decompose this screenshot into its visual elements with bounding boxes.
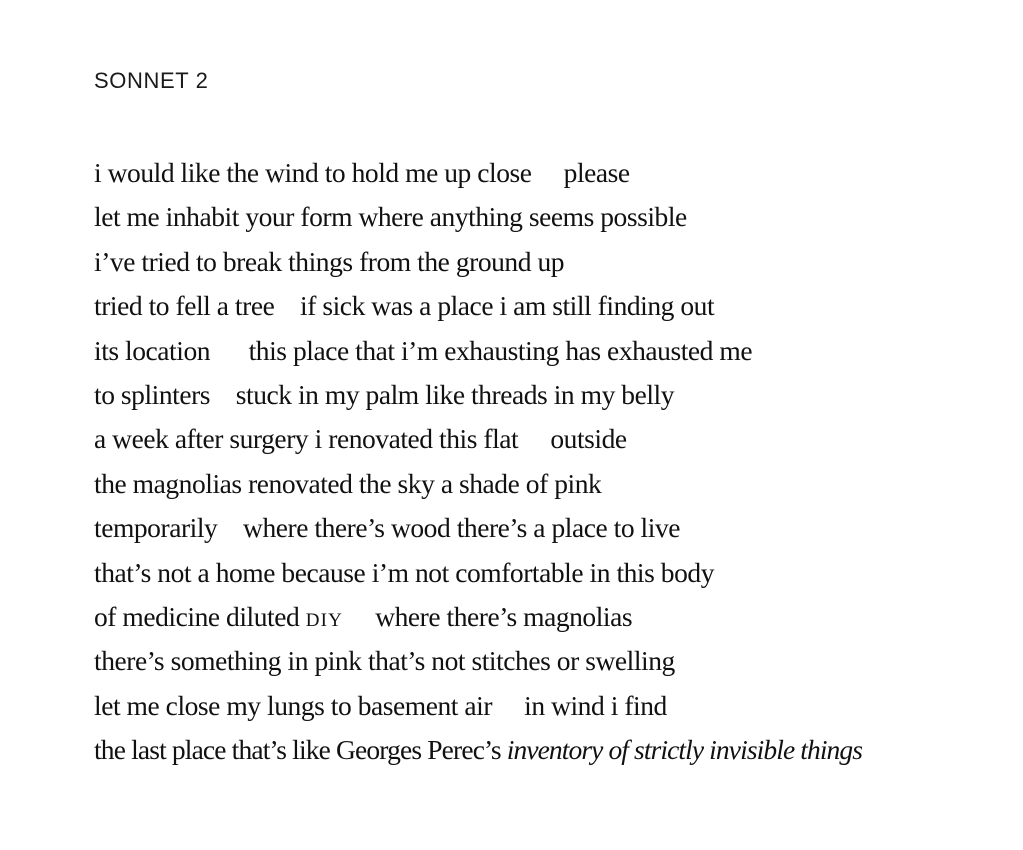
poem-line-11-text: of medicine diluted [94, 600, 306, 632]
poem-line-6: to splinters stuck in my palm like threads in my belly [94, 378, 675, 410]
poem-line-8: the magnolias renovated the sky a shade of pink [94, 467, 602, 499]
poem-line-11-smallcaps: DIY [305, 609, 344, 631]
poem-line-4: tried to fell a tree if sick was a place i am still finding out [94, 290, 715, 322]
poem-line-9: temporarily where there’s wood there’s a place to live [94, 512, 680, 544]
poem-line-14-italic: inventory of strictly invisible things [506, 734, 863, 766]
poem-line-3: i’ve tried to break things from the ground up [94, 245, 565, 277]
poem-title: SONNET 2 [94, 68, 209, 93]
poem-line-10: that’s not a home because i’m not comfortable in this body [94, 556, 715, 588]
poem-line-13: let me close my lungs to basement air in wind i find [94, 689, 667, 721]
poem-line-11 [94, 595, 1014, 639]
poem-line-2: let me inhabit your form where anything seems possible [94, 201, 687, 233]
poem-line-14 [94, 728, 1014, 772]
poem-line-7: a week after surgery i renovated this flat outside [94, 423, 627, 455]
poem-line-5: its location this place that i’m exhausting has exhausted me [94, 334, 753, 366]
poem-line-11-text-end: where there’s magnolias [343, 600, 633, 632]
poem-line-14-text: the last place that’s like Georges Perec’s [94, 734, 507, 766]
poem-line-12: there’s something in pink that’s not stitches or swelling [94, 645, 675, 677]
poem-line-1: i would like the wind to hold me up close please [94, 157, 630, 188]
poem-body [94, 151, 1014, 772]
